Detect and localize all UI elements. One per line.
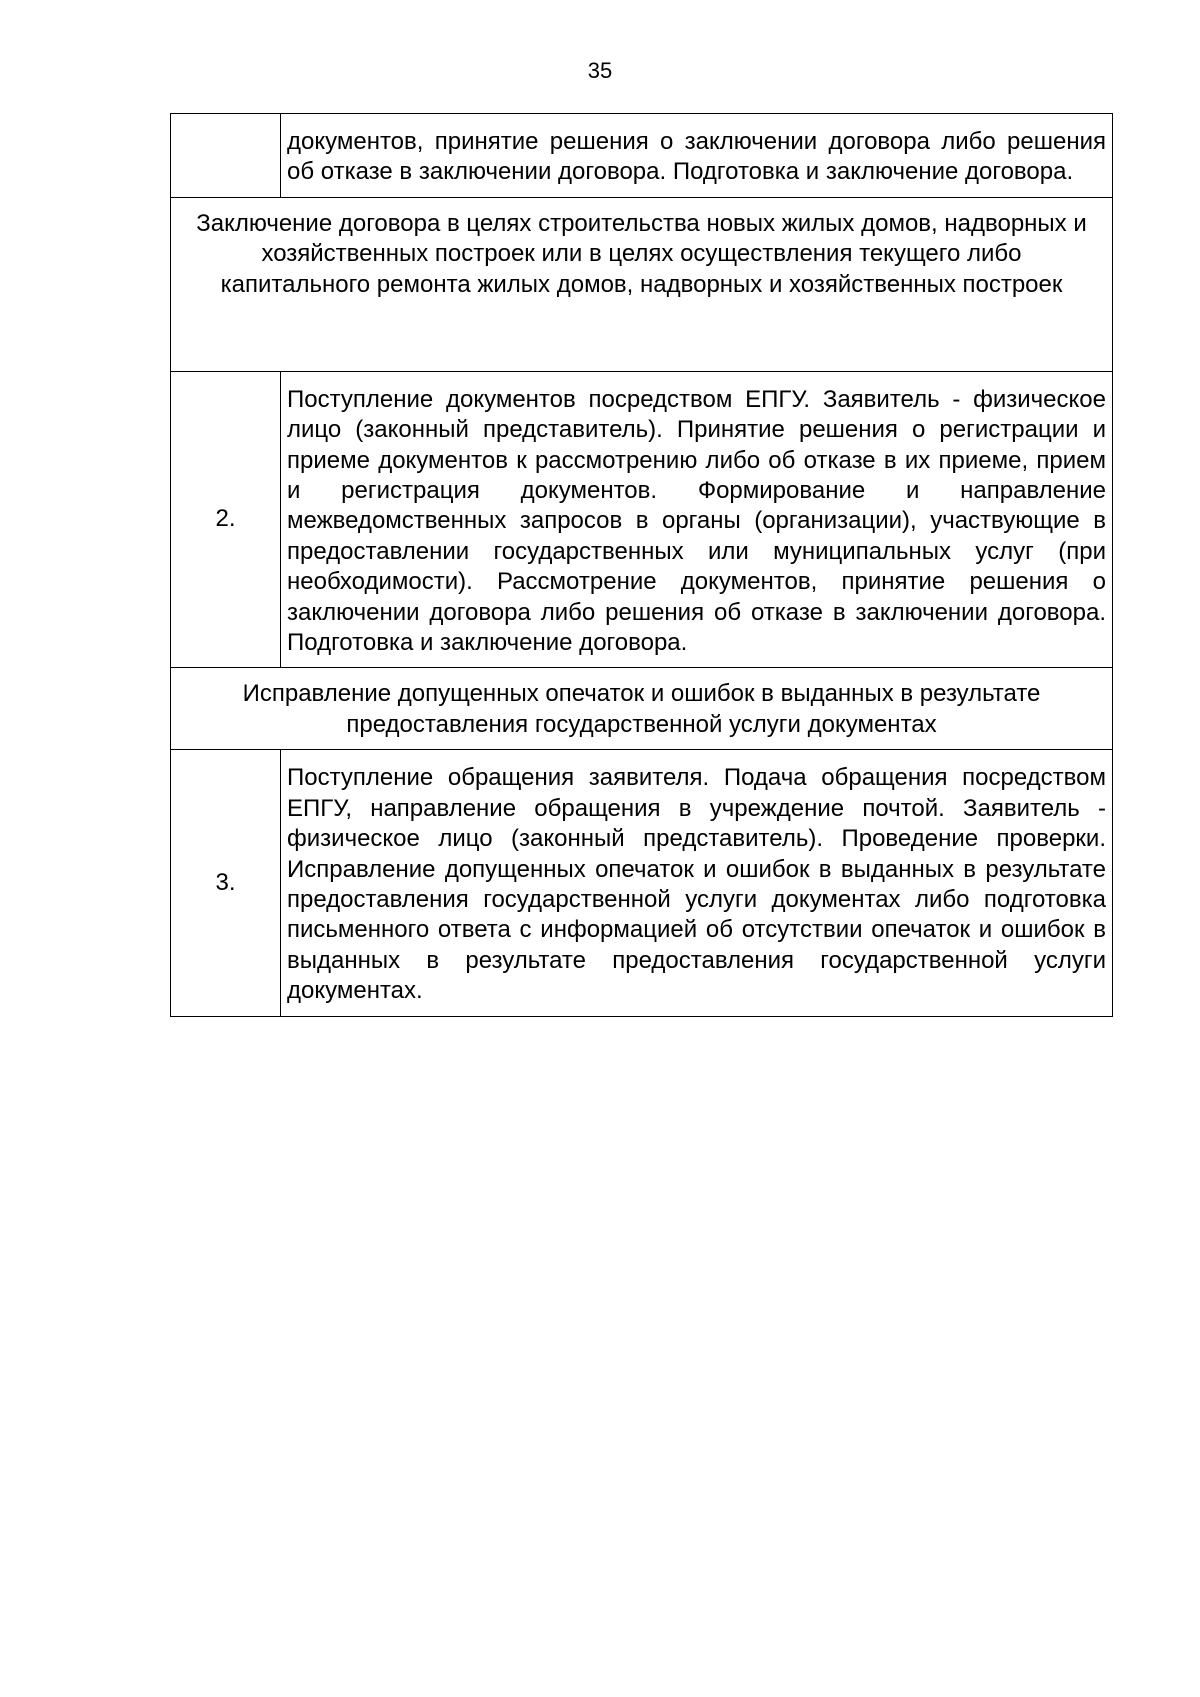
- row-text-cell: документов, принятие решения о заключении договора либо решения об отказе в заключении договора. Подготовка и заключение договора.: [281, 114, 1113, 198]
- row-text-cell: Поступление документов посредством ЕПГУ. Заявитель - физическое лицо (законный представитель). Принятие решения о регистрации и приеме документов к рассмотрению либо об отказе в их приеме, прием и регистрация документов. Формирование и направление межведомственных запросов в органы (организации), участвующие в предоставлении государственных или муниципальных услуг (при необходимости). Рассмотрение документов, принятие решения о заключении договора либо решения об отказе в заключении договора. Подготовка и заключение договора.: [281, 371, 1113, 668]
- table-row-continuation: [171, 114, 1113, 198]
- page-number: 35: [587, 58, 613, 83]
- table-row-3: [171, 750, 1113, 1016]
- row-number-cell: 3.: [171, 750, 281, 1016]
- table-row-2: [171, 371, 1113, 668]
- row-number-cell: 2.: [171, 371, 281, 668]
- section-header-row: [171, 668, 1113, 750]
- procedures-table: [170, 113, 1113, 1017]
- row-number-cell: [171, 114, 281, 198]
- section-title-corrections: Исправление допущенных опечаток и ошибок в выданных в результате предоставления государственной услуги документах: [171, 668, 1113, 750]
- row-text-cell: Поступление обращения заявителя. Подача обращения посредством ЕПГУ, направление обращения в учреждение почтой. Заявитель - физическое лицо (законный представитель). Проведение проверки. Исправление допущенных опечаток и ошибок в выданных в результате предоставления государственной услуги документах либо подготовка письменного ответа с информацией об отсутствии опечаток и ошибок в выданных в результате предоставления государственной услуги документах.: [281, 750, 1113, 1016]
- section-title-contract: Заключение договора в целях строительства новых жилых домов, надворных и хозяйственных построек или в целях осуществления текущего либо капитального ремонта жилых домов, надворных и хозяйственных построек: [171, 197, 1113, 371]
- section-header-row: [171, 197, 1113, 371]
